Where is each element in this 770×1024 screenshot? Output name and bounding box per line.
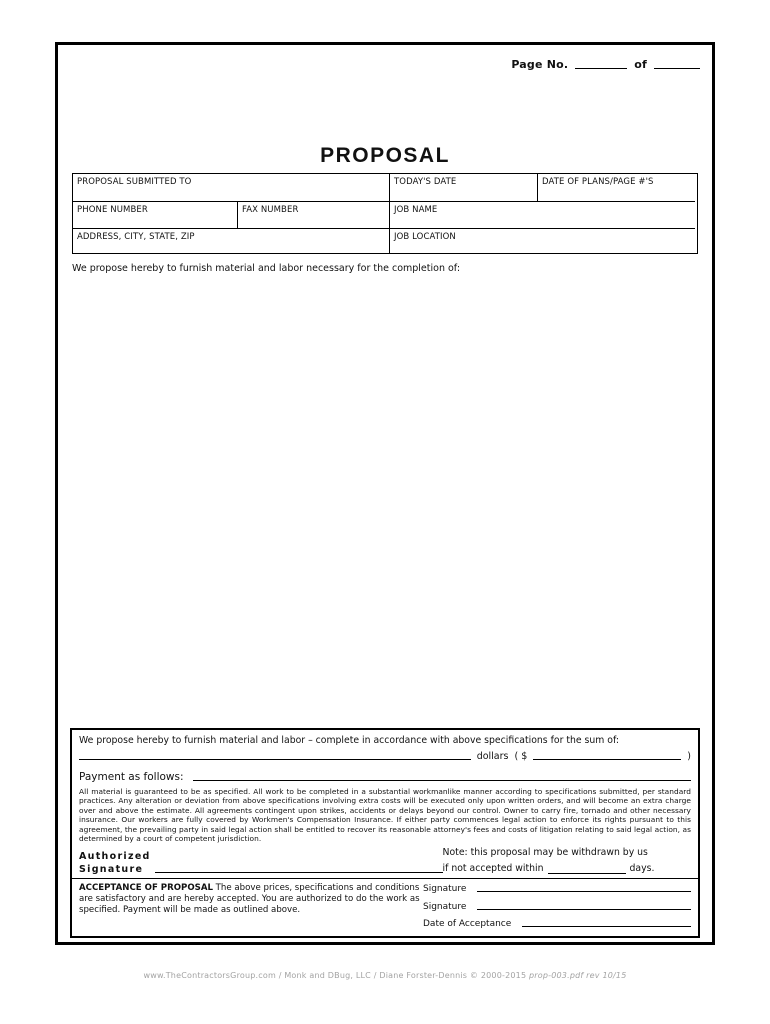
footer-text: www.TheContractorsGroup.com / Monk and DBug, LLC / Diane Forster-Dennis © 2000-2015: [143, 971, 529, 980]
authorized-signature-field[interactable]: [155, 871, 443, 873]
page-no-label: Page No.: [511, 58, 569, 71]
paren-dollar-label: ( $: [514, 751, 528, 762]
date-of-plans-label: DATE OF PLANS/PAGE #'S: [542, 177, 654, 187]
proposal-submitted-to-field[interactable]: [73, 174, 390, 202]
dollars-label: dollars: [476, 751, 509, 762]
date-of-plans-field[interactable]: [538, 174, 695, 202]
authorized-signature-row: [79, 845, 691, 876]
footer-credit: [0, 971, 770, 980]
footer-file-rev: prop-003.pdf rev 10/15: [529, 971, 627, 980]
intro-line: We propose hereby to furnish material and labor necessary for the completion of:: [72, 263, 461, 274]
paren-close-label: ): [687, 751, 691, 762]
note-line2: [443, 861, 691, 877]
acceptance-signature-field-1[interactable]: [477, 890, 691, 892]
job-name-field[interactable]: [390, 202, 695, 229]
proposal-submitted-to-label: PROPOSAL SUBMITTED TO: [77, 177, 192, 187]
date-of-acceptance-row: [423, 919, 691, 929]
payment-label: Payment as follows:: [79, 771, 184, 783]
note-line2-prefix: if not accepted within: [442, 862, 544, 874]
job-location-field[interactable]: [390, 229, 695, 253]
sum-propose-line: We propose hereby to furnish material and labor – complete in accordance with above specifications for the sum of:: [79, 735, 620, 746]
job-location-label: JOB LOCATION: [394, 232, 456, 242]
note-line2-suffix: days.: [629, 862, 655, 874]
page-number-row: [511, 58, 700, 71]
acceptance-signature-column: [423, 883, 691, 931]
address-label: ADDRESS, CITY, STATE, ZIP: [77, 232, 195, 242]
signature-label-2: Signature: [423, 901, 467, 912]
sum-numeric-field[interactable]: [533, 758, 681, 760]
sum-box: [70, 728, 700, 938]
phone-number-label: PHONE NUMBER: [77, 205, 148, 215]
acceptance-section: [72, 878, 698, 936]
acceptance-body: The above prices, specifications and conditions are satisfactory and are hereby accepted. You are authorized to do the work as specified. Payment will be made as outlined above.: [79, 883, 420, 915]
form-title: PROPOSAL: [320, 144, 450, 167]
authorized-signature-label: Authorized Signature: [79, 851, 151, 876]
signature-label-1: Signature: [423, 884, 467, 894]
sum-words-field[interactable]: [79, 758, 471, 760]
payment-terms-field[interactable]: [193, 779, 691, 781]
fax-number-field[interactable]: [238, 202, 390, 229]
proposal-form-sheet: [55, 42, 715, 945]
signature-row-1: [423, 884, 691, 894]
dollars-row: [79, 747, 691, 762]
fax-number-label: FAX NUMBER: [242, 205, 299, 215]
work-description-area[interactable]: [72, 283, 698, 723]
page-no-field[interactable]: [575, 67, 627, 69]
note-line1: Note: this proposal may be withdrawn by us: [442, 847, 648, 859]
phone-number-field[interactable]: [73, 202, 238, 229]
job-name-label: JOB NAME: [394, 205, 438, 215]
of-label: of: [634, 58, 647, 71]
address-field[interactable]: [73, 229, 390, 253]
page-total-field[interactable]: [654, 67, 700, 69]
todays-date-label: TODAY'S DATE: [394, 177, 457, 187]
date-of-acceptance-label: Date of Acceptance: [423, 919, 512, 929]
days-field[interactable]: [548, 872, 626, 874]
payment-row: [79, 766, 691, 783]
info-table: [72, 173, 698, 254]
withdrawal-note: [443, 845, 691, 876]
todays-date-field[interactable]: [390, 174, 538, 202]
fine-print: All material is guaranteed to be as specified. All work to be completed in a substantial workmanlike manner according to specifications submitted, per standard practices. Any alteration or deviation from above specifications involving extra costs will be executed only upon written orders, and will become an extra charge over and above the estimate. All agreements contingent upon strikes, accidents or delays beyond our control. Owner to carry fire, tornado and other necessary insurance. Our workers are fully covered by Workmen's Compensation Insurance. If either party commences legal action to enforce its rights pursuant to this agreement, the prevailing party in said legal action shall be entitled to recover its reasonable attorney's fees and costs of litigation relating to said legal action, as determined by a court of competent jurisdiction.: [79, 787, 691, 844]
acceptance-heading: ACCEPTANCE OF PROPOSAL: [79, 883, 213, 893]
signature-row-2: [423, 902, 691, 912]
date-of-acceptance-field[interactable]: [522, 925, 691, 927]
acceptance-text: [79, 883, 423, 931]
acceptance-signature-field-2[interactable]: [477, 908, 691, 910]
